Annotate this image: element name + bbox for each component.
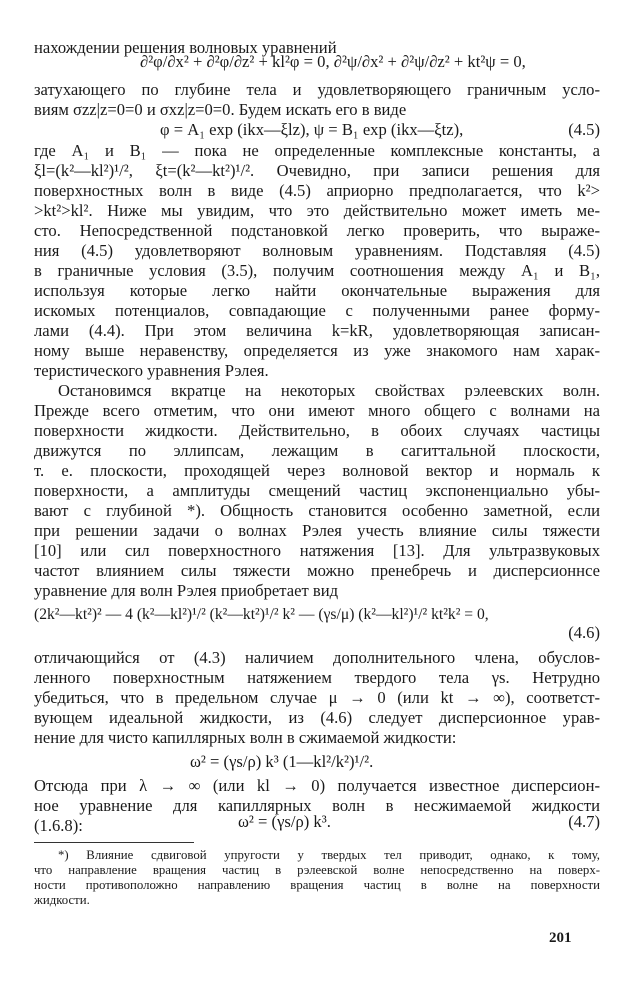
text-line: поверхности жидкости. Действительно, в обоих случаях частицы [34,421,600,440]
text-line: теристического уравнения Рэлея. [34,361,269,380]
footnote-rule [34,842,194,843]
text-line: Отсюда при λ → ∞ (или kl → 0) получается известное дисперсион- [34,776,600,795]
text-line: Остановимся вкратце на некоторых свойствах рэлеевских волн. [58,381,600,400]
equation-4-7: ω² = (γs/ρ) k³. [238,812,331,831]
footnote-line: жидкости. [34,893,90,907]
text-line: нение для чисто капиллярных волн в сжимаемой жидкости: [34,728,457,747]
text-line: в граничные условия (3.5), получим соотношения между A₁ и B₁, [34,261,600,280]
footnote-line: ности противоположно направлению вращения частиц в волне на поверхности [34,878,600,892]
text-line: где A₁ и B₁ — пока не определенные комплексные константы, а [34,141,600,160]
text-line: Прежде всего отметим, что они имеют много общего с волнами на [34,401,600,420]
footnote-line: что направление вращения частиц в рэлеевской волне непосредственно на поверх- [34,863,600,877]
text-line: лами (4.4). При этом величина k=kR, удовлетворяющая записан- [34,321,600,340]
text-line: нахождении решения волновых уравнений [34,38,337,57]
text-line: ному выше неравенству, определяется из уже знакомого нам харак- [34,341,600,360]
text-line: при решении задачи о волнах Рэлея учесть влияние силы тяжести [34,521,600,540]
equation-number: (4.5) [568,120,600,139]
text-line: ное уравнение для капиллярных волн в несжимаемой жидкости [34,796,600,815]
text-line: т. е. плоскости, проходящей через волновой вектор и нормаль к [34,461,600,480]
text-line: вают с глубиной *). Общность становится особенно заметной, если [34,501,600,520]
text-line: используя которые легко найти окончательные выражения для [34,281,600,300]
text-line: [10] или сил поверхностного натяжения [13]. Для ультразвуковых [34,541,600,560]
text-line: убедиться, что в предельном случае μ → 0 (или kt → ∞), соответст- [34,688,600,707]
equation-4-6: (2k²—kt²)² — 4 (k²—kl²)¹/² (k²—kt²)¹/² k² — (γs/μ) (k²—kl²)¹/² kt²k² = 0, [34,606,489,623]
page-number: 201 [549,930,572,946]
text-line: затухающего по глубине тела и удовлетворяющего граничным усло- [34,80,600,99]
text-line: ния (4.5) удовлетворяют волновым уравнениям. Подставляя (4.5) [34,241,600,260]
text-line: вующем идеальной жидкости, из (4.6) следует дисперсионное урав- [34,708,600,727]
text-line: отличающийся от (4.3) наличием дополнительного члена, обуслов- [34,648,600,667]
text-line: ξl=(k²—kl²)¹/², ξt=(k²—kt²)¹/². Очевидно, при записи решения для [34,161,600,180]
text-line: (1.6.8): [34,816,83,835]
equation-capillary: ω² = (γs/ρ) k³ (1—kl²/k²)¹/². [190,752,374,771]
text-line: уравнение для волн Рэлея приобретает вид [34,581,339,600]
text-line: виям σzz|z=0=0 и σxz|z=0=0. Будем искать его в виде [34,100,407,119]
text-line: >kt²>kl². Ниже мы увидим, что это действительно может иметь ме- [34,201,600,220]
equation-wave: ∂²φ/∂x² + ∂²φ/∂z² + kl²φ = 0, ∂²ψ/∂x² + ∂²ψ/∂z² + kt²ψ = 0, [140,52,526,71]
text-line: поверхностных волн в виде (4.5) априорно предполагается, что k²> [34,181,600,200]
text-line: ленного поверхностным натяжением твердого тела γs. Нетрудно [34,668,600,687]
text-line: искомых потенциалов, совпадающие с полученными ранее форму- [34,301,600,320]
footnote-line: *) Влияние сдвиговой упругости у твердых тел приводит, однако, к тому, [58,848,600,862]
text-line: частот влиянием силы тяжести можно пренебречь и дисперсионнсе [34,561,600,580]
equation-4-5: φ = A₁ exp (ikx—ξlz), ψ = B₁ exp (ikx—ξtz), [160,120,464,139]
text-line: сто. Непосредственной подстановкой легко проверить, что выраже- [34,221,600,240]
equation-number: (4.7) [568,812,600,831]
text-line: поверхности, а амплитуды смещений частиц экспоненциально убы- [34,481,600,500]
text-line: движутся по эллипсам, лежащим в сагиттальной плоскости, [34,441,600,460]
equation-number: (4.6) [568,623,600,642]
